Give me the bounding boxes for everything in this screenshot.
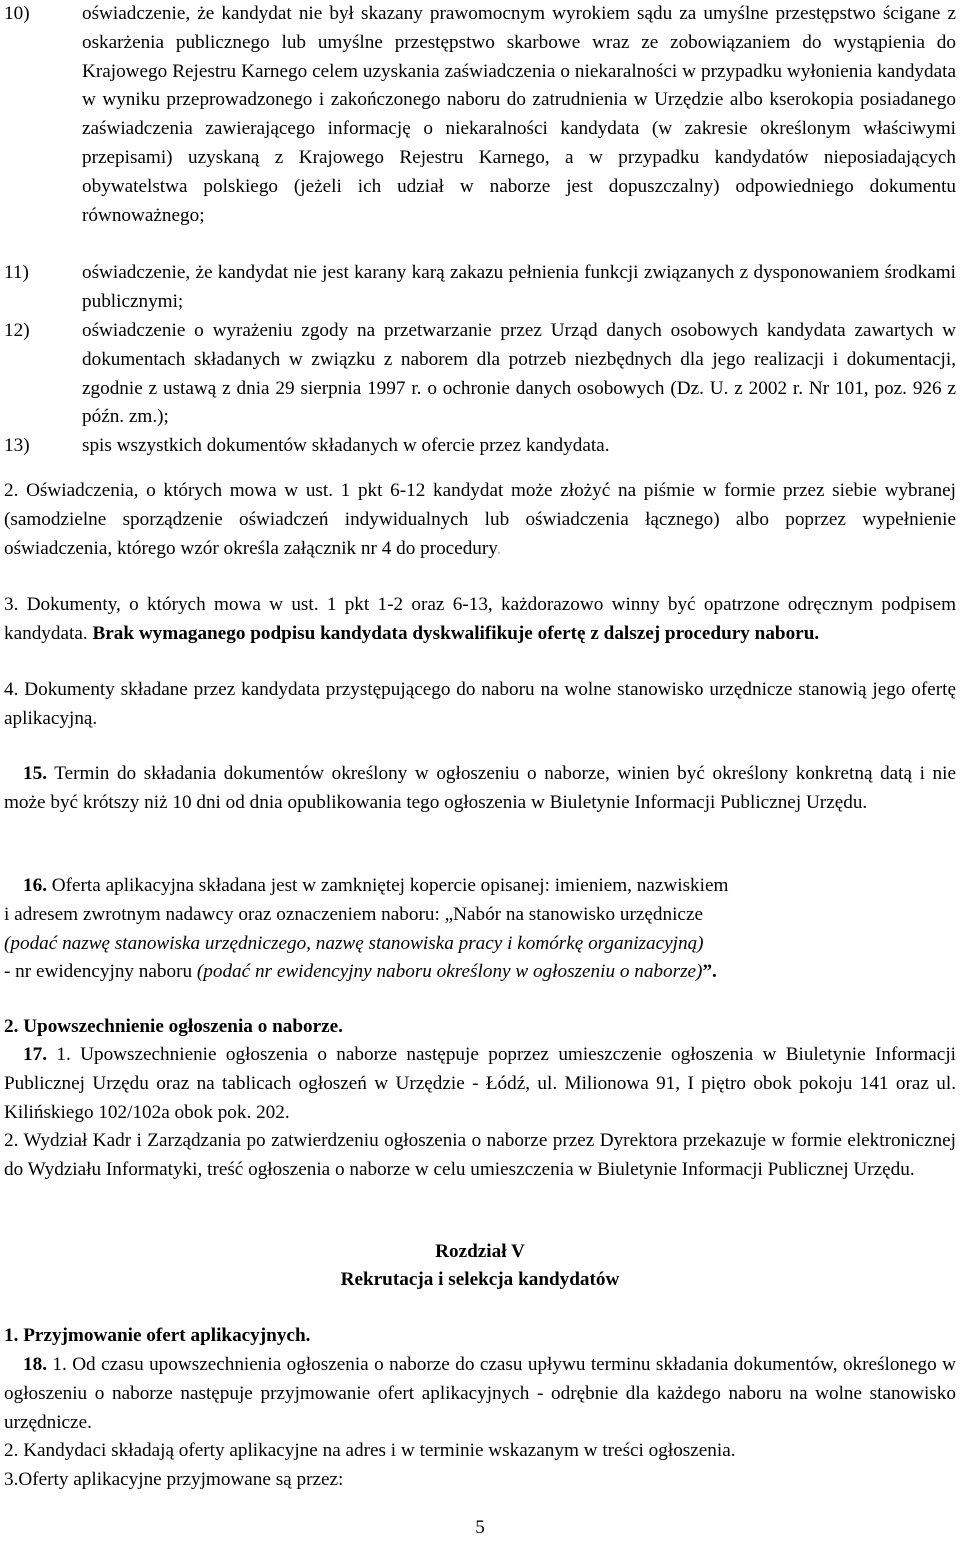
section-number: 16. [23, 875, 47, 896]
section-number: 18. [23, 1354, 47, 1375]
list-number: 10) [4, 3, 30, 24]
list-text: oświadczenie, że kandydat nie jest karany karą zakazu pełnienia funkcji związanych z dysponowaniem środkami publicznymi; [82, 262, 956, 312]
heading-offers [4, 1322, 956, 1351]
chapter-title: Rozdział V [435, 1241, 525, 1262]
section-text: 1. Upowszechnienie ogłoszenia o naborze następuje poprzez umieszczenie ogłoszenia w Biuletynie Informacji Publicznej Urzędu oraz na tablicach ogłoszeń w Urzędzie - Łódź, ul. Milionowa 91, I piętro obok pokoju 141 oraz ul. Kilińskiego 102/102a obok pok. 202. [4, 1044, 956, 1123]
paragraph-bold: Brak wymaganego podpisu kandydata dyskwalifikuje ofertę z dalszej procedury naboru. [92, 622, 820, 644]
paragraph-text: 2. Oświadczenia, o których mowa w ust. 1 pkt 6-12 kandydat może złożyć na piśmie w formie przez siebie wybranej (samodzielne sporządzenie oświadczeń indywidualnych lub oświadczenia łącznego) albo poprzez wypełnienie oświadczenia, którego wzór określa załącznik nr 4 do procedury [4, 480, 956, 559]
section-line [4, 872, 956, 901]
section-line [4, 930, 956, 959]
italic-note: (podać nazwę stanowiska urzędniczego, nazwę stanowiska pracy i komórkę organizacyjną) [4, 932, 704, 954]
paragraph-text: 4. Dokumenty składane przez kandydata przystępującego do naboru na wolne stanowisko urzędnicze stanowią jego ofertę aplikacyjną. [4, 679, 956, 729]
list-item-12 [4, 317, 956, 432]
section-paragraph [4, 1041, 956, 1127]
section-number: 15. [23, 763, 47, 784]
paragraph-4-offer [4, 676, 956, 734]
paragraph-text: 3. Dokumenty, o których mowa w ust. 1 pkt 1-2 oraz 6-13, każdorazowo winny być opatrzone odręcznym podpisem kandydata. [4, 594, 956, 644]
list-item-10 [4, 0, 956, 230]
closing-quote: ”. [702, 961, 717, 983]
page-number: 5 [475, 1517, 485, 1538]
section-line: i adresem zwrotnym nadawcy oraz oznaczeniem naboru: „Nabór na stanowisko urzędnicze [4, 903, 703, 925]
section-text: Oferta aplikacyjna składana jest w zamkniętej kopercie opisanej: imieniem, nazwiskiem [46, 875, 729, 896]
section-15 [4, 760, 956, 818]
section-text: - nr ewidencyjny naboru [4, 961, 197, 983]
section-16 [4, 872, 956, 987]
section-text: Termin do składania dokumentów określony w ogłoszeniu o naborze, winien być określony konkretną datą i nie może być krótszy niż 10 dni od dnia opublikowania tego ogłoszenia w Biuletynie Informacji Publicznej Urzędu. [4, 763, 956, 813]
section-paragraph: 2. Wydział Kadr i Zarządzania po zatwierdzeniu ogłoszenia o naborze przez Dyrektora przekazuje w formie elektronicznej do Wydziału Informatyki, treść ogłoszenia o naborze w celu umieszczenia w Biuletynie Informacji Publicznej Urzędu. [4, 1130, 956, 1181]
heading-text: 1. Przyjmowanie ofert aplikacyjnych. [4, 1325, 311, 1346]
heading-text: 2. Upowszechnienie ogłoszenia o naborze. [4, 1016, 343, 1037]
paragraph-2-statements [4, 477, 956, 563]
section-18 [4, 1351, 956, 1495]
list-text: oświadczenie o wyrażeniu zgody na przetwarzanie przez Urząd danych osobowych kandydata zawartych w dokumentach składanych w związku z naborem dla potrzeb niezbędnych dla jego realizacji i dokumentacji, zgodnie z ustawą z dnia 29 sierpnia 1997 r. o ochronie danych osobowych (Dz. U. z 2002 r. Nr 101, poz. 926 z późn. zm.); [82, 320, 956, 428]
heading-publication [4, 1013, 956, 1042]
list-item-11 [4, 259, 956, 317]
section-paragraph: 2. Kandydaci składają oferty aplikacyjne na adres i w terminie wskazanym w treści ogłoszenia. [4, 1440, 736, 1462]
section-paragraph [4, 1351, 956, 1437]
section-text: 1. Od czasu upowszechnienia ogłoszenia o naborze do czasu upływu terminu składania dokumentów, określonego w ogłoszeniu o naborze następuje przyjmowanie ofert aplikacyjnych - odrębnie dla każdego naboru na wolne stanowisko urzędnicze. [4, 1354, 956, 1433]
list-number: 12) [4, 320, 30, 341]
section-line [4, 958, 956, 987]
list-number: 13) [4, 435, 30, 456]
list-text: spis wszystkich dokumentów składanych w ofercie przez kandydata. [82, 435, 610, 456]
italic-note: (podać nr ewidencyjny naboru określony w ogłoszeniu o naborze) [196, 961, 703, 983]
chapter-subtitle: Rekrutacja i selekcja kandydatów [340, 1269, 620, 1290]
list-text: oświadczenie, że kandydat nie był skazany prawomocnym wyrokiem sądu za umyślne przestępstwo ścigane z oskarżenia publicznego lub umyślne przestępstwo skarbowe wraz ze zobowiązaniem do wystąpienia do Krajowego Rejestru Karnego celem uzyskania zaświadczenia o niekaralności w przypadku wyłonienia kandydata w wyniku przeprowadzonego i zakończonego naboru do zatrudnienia w Urzędzie albo kserokopia posiadanego zaświadczenia zawierającego informację o niekaralności kandydata (w zakresie określonym właściwymi przepisami) uzyskaną z Krajowego Rejestru Karnego, a w przypadku kandydatów nieposiadających obywatelstwa polskiego (jeżeli ich udział w naborze jest dopuszczalny) odpowiedniego dokumentu równoważnego; [82, 3, 956, 226]
section-number: 17. [23, 1044, 47, 1065]
section-paragraph: 3.Oferty aplikacyjne przyjmowane są przez: [4, 1469, 344, 1491]
paragraph-3-signature [4, 591, 956, 649]
list-number: 11) [4, 262, 29, 283]
paragraph-end: . [496, 537, 502, 559]
list-item-13 [4, 432, 956, 461]
section-17 [4, 1041, 956, 1185]
